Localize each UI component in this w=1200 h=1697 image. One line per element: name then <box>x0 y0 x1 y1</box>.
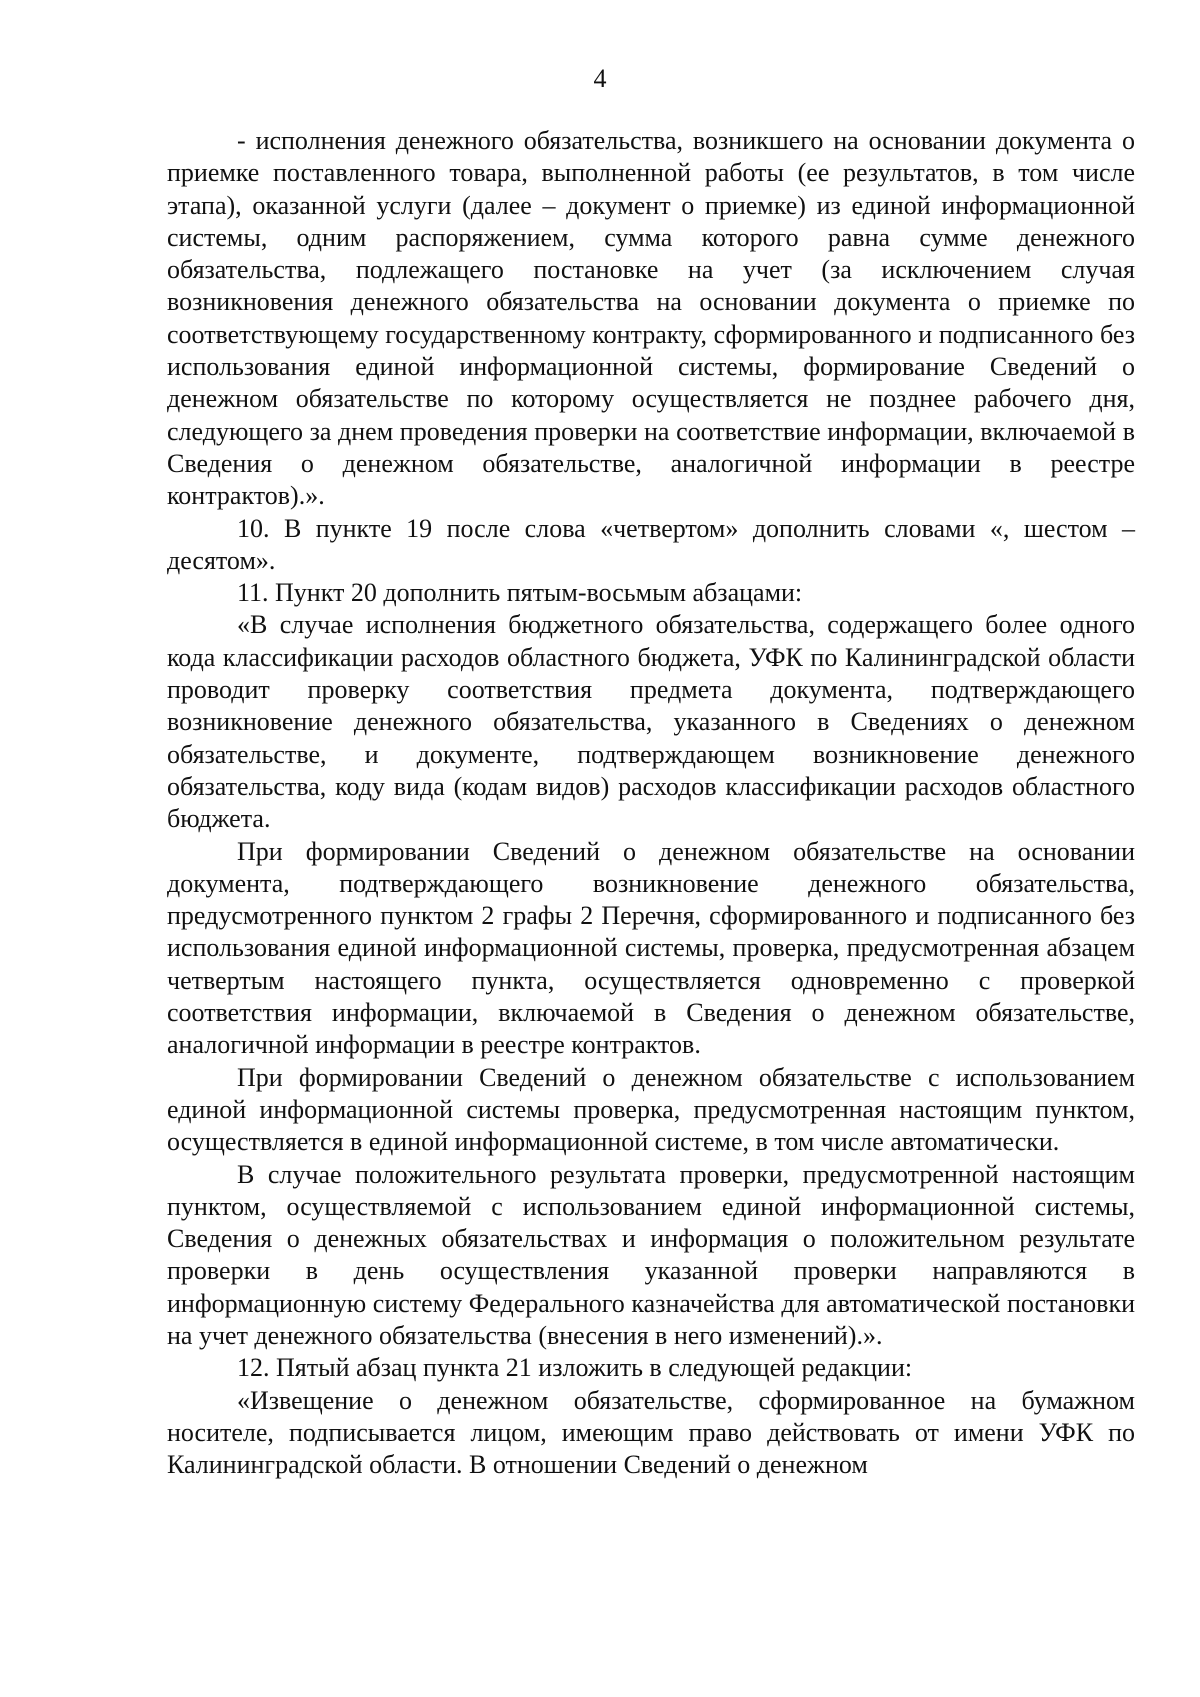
paragraph-item-12: 12. Пятый абзац пункта 21 изложить в следующей редакции: <box>237 1353 913 1383</box>
page-number: 4 <box>593 64 607 93</box>
paragraph-money-obligation-execution: - исполнения денежного обязательства, возникшего на основании документа о приемке поставленного товара, выполненной работы (ее результатов, в том числе этапа), оказанной услуги (далее – документ о приемке) из единой информационной системы, одним распоряжением, сумма которого равна сумме денежного обязательства, подлежащего постановке на учет (за исключением случая возникновения денежного обязательства на основании документа о приемке по соответствующему государственному контракту, сформированного и подписанного без использования единой информационной системы, формирование Сведений о денежном обязательстве по которому осуществляется не позднее рабочего дня, следующего за днем проведения проверки на соответствие информации, включаемой в Сведения о денежном обязательстве, аналогичной информации в реестре контрактов).». <box>167 126 1135 511</box>
paragraph-notice-paper: «Извещение о денежном обязательстве, сформированное на бумажном носителе, подписывается лицом, имеющим право действовать от имени УФК по Калининградской области. В отношении Сведений о денежном <box>167 1385 1135 1480</box>
document-body <box>167 125 1135 1481</box>
paragraph-forming-with-eis: При формировании Сведений о денежном обязательстве с использованием единой информационной системы проверка, предусмотренная настоящим пунктом, осуществляется в единой информационной системе, в том числе автоматически. <box>167 1062 1135 1157</box>
paragraph-positive-result: В случае положительного результата проверки, предусмотренной настоящим пунктом, осуществляемой с использованием единой информационной системы, Сведения о денежных обязательствах и информация о положительном результате проверки в день осуществления указанной проверки направляются в информационную систему Федерального казначейства для автоматической постановки на учет денежного обязательства (внесения в него изменений).». <box>167 1159 1135 1350</box>
paragraph-item-11: 11. Пункт 20 дополнить пятым-восьмым абзацами: <box>237 578 803 608</box>
paragraph-forming-without-eis: При формировании Сведений о денежном обязательстве на основании документа, подтверждающего возникновение денежного обязательства, предусмотренного пунктом 2 графы 2 Перечня, сформированного и подписанного без использования единой информационной системы, проверка, предусмотренная абзацем четвертым настоящего пункта, осуществляется одновременно с проверкой соответствия информации, включаемой в Сведения о денежном обязательстве, аналогичной информации в реестре контрактов. <box>167 836 1135 1060</box>
paragraph-item-10: 10. В пункте 19 после слова «четвертом» дополнить словами «, шестом – десятом». <box>167 513 1135 575</box>
paragraph-budget-obligation-check: «В случае исполнения бюджетного обязательства, содержащего более одного кода классификации расходов областного бюджета, УФК по Калининградской области проводит проверку соответствия предмета документа, подтверждающего возникновение денежного обязательства, указанного в Сведениях о денежном обязательстве, и документе, подтверждающем возникновение денежного обязательства, коду вида (кодам видов) расходов классификации расходов областного бюджета. <box>167 610 1135 834</box>
